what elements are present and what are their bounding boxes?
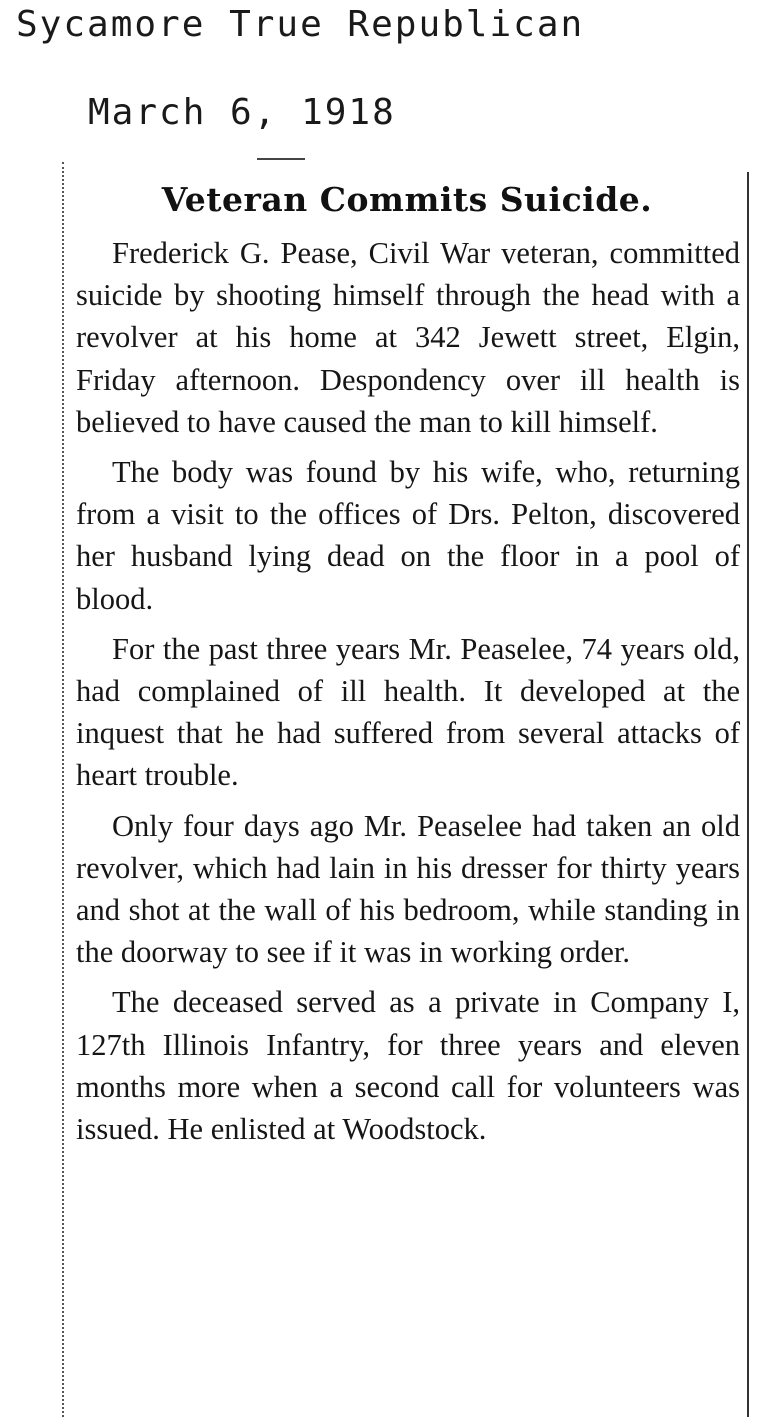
column-rule	[747, 172, 749, 1417]
article-body	[76, 232, 740, 1158]
publication-date: March 6, 1918	[88, 92, 396, 133]
article-paragraph: The body was found by his wife, who, returning from a visit to the offices of Drs. Pelton, discovered her husband lying dead on the floor in a pool of blood.	[76, 455, 740, 616]
article-paragraph: Only four days ago Mr. Peaselee had taken an old revolver, which had lain in his dresser for thirty years and shot at the wall of his bedroom, while standing in the doorway to see if it was in working order.	[76, 808, 740, 970]
newspaper-name: Sycamore True Republican	[16, 4, 585, 45]
newspaper-clipping	[62, 150, 752, 1417]
clipping-left-edge	[62, 162, 64, 1417]
article-headline: Veteran Commits Suicide.	[161, 180, 653, 219]
article-paragraph: The deceased served as a private in Company I, 127th Illinois Infantry, for three years and eleven months more when a second call for volunteers was issued. He enlisted at Woodstock.	[76, 985, 740, 1147]
article-paragraph: Frederick G. Pease, Civil War veteran, committed suicide by shooting himself through the head with a revolver at his home at 342 Jewett street, Elgin, Friday afternoon. Despondency over ill health is believed to have caused the man to kill himself.	[76, 236, 740, 439]
separator-dash	[257, 158, 305, 160]
article-paragraph: For the past three years Mr. Peaselee, 74 years old, had complained of ill health. It developed at the inquest that he had suffered from several attacks of heart trouble.	[76, 631, 740, 793]
